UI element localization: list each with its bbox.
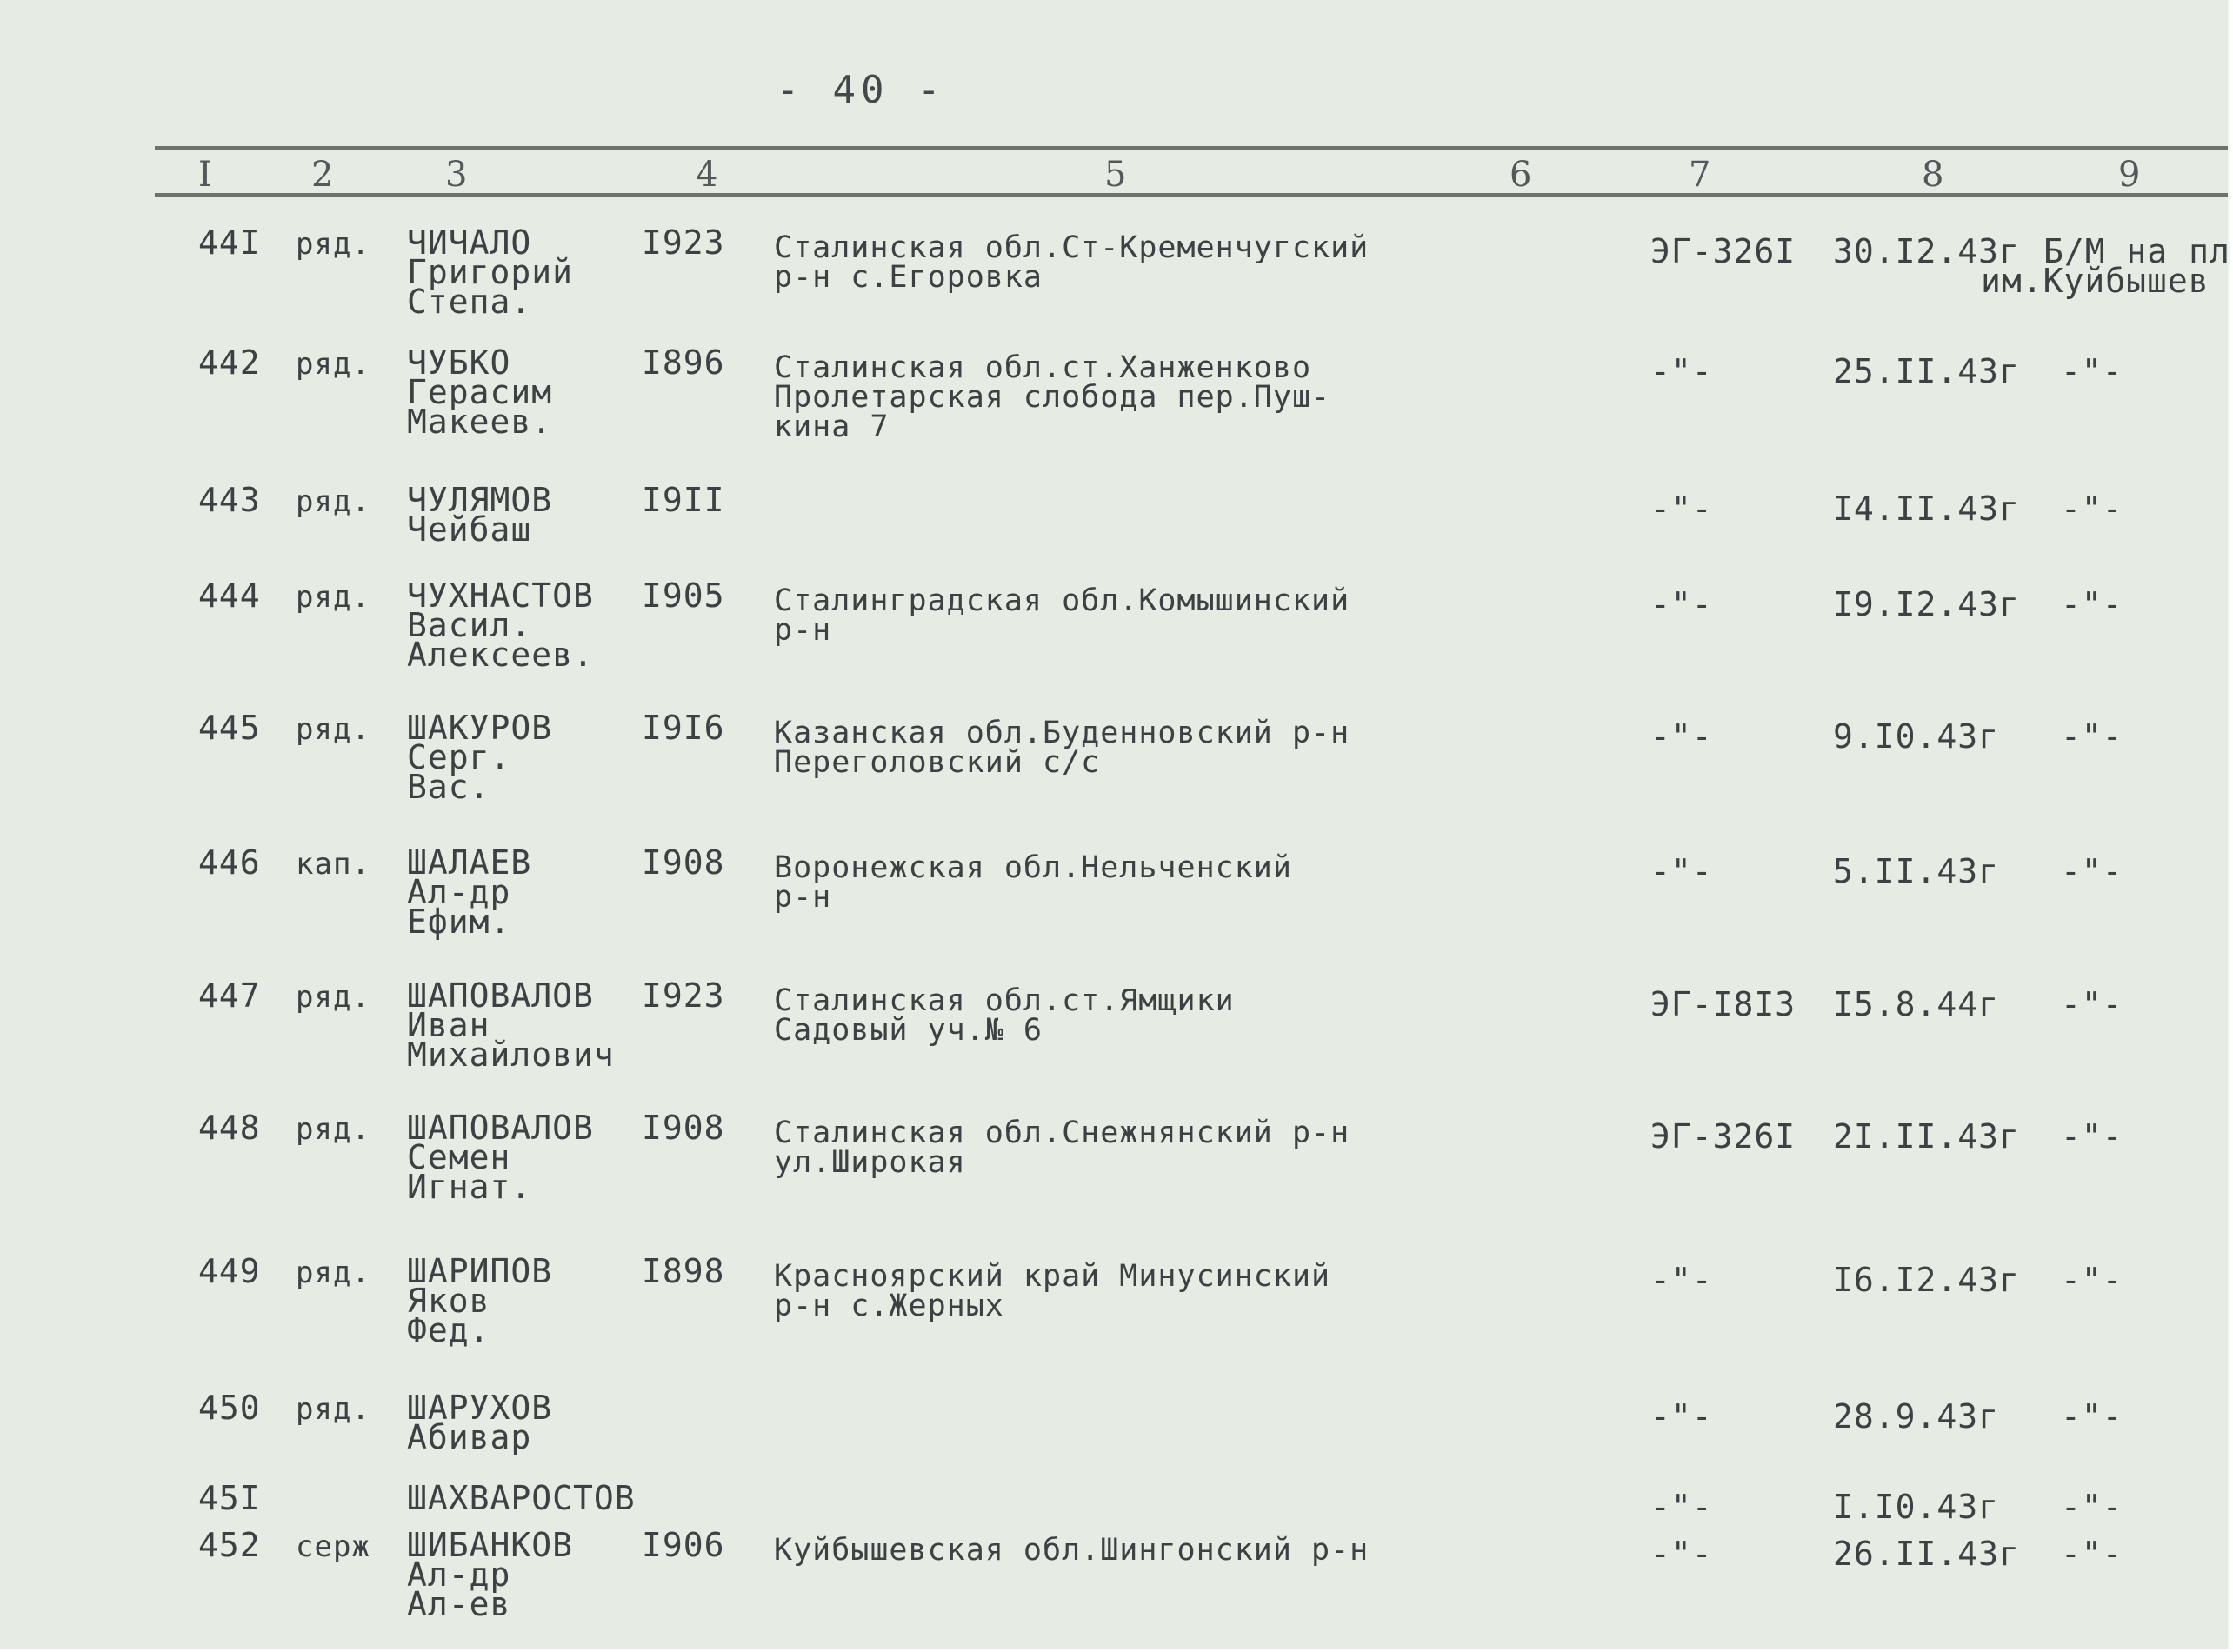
record-burial-place [2061, 1488, 2123, 1526]
record-document: -"- [1650, 352, 1713, 390]
record-date: 28.9.43г [1833, 1397, 2000, 1436]
record-name-line: Ал-др [407, 873, 511, 911]
record-place-line: -"- [2061, 985, 2123, 1023]
record-place-line: -"- [2061, 490, 2123, 528]
record-rank: серж [296, 1529, 370, 1564]
record-date: 5.II.43г [1833, 852, 2000, 890]
record-name-line: ШАПОВАЛОВ [407, 976, 594, 1015]
record-name-line: ШАКУРОВ [407, 709, 553, 747]
record-place-line: -"- [2061, 352, 2123, 390]
record-date: 25.II.43г [1833, 352, 2020, 390]
record-burial-place [2061, 1261, 2123, 1299]
record-name-line: Семен [407, 1138, 511, 1176]
record-name-line: Алексеев. [407, 636, 594, 674]
record-name-line: Фед. [407, 1311, 490, 1349]
record-address [774, 716, 1350, 780]
record-place-line: -"- [2061, 1397, 2123, 1436]
record-birth-year: I908 [642, 1109, 725, 1147]
record-name-line: Михайлович [407, 1036, 615, 1074]
record-burial-place [2061, 1117, 2123, 1156]
record-name [407, 1252, 553, 1349]
record-name-line: Григорий [407, 253, 574, 291]
record-name [407, 843, 532, 941]
record-burial-place [2061, 352, 2123, 390]
record-address-line: Сталинская обл.Ст-Кременчугский [774, 230, 1370, 265]
record-place-line: -"- [2061, 717, 2123, 756]
record-place-line: -"- [2061, 585, 2123, 623]
record-name-line: Васил. [407, 606, 532, 644]
record-number: 450 [198, 1389, 261, 1427]
record-name [407, 481, 553, 549]
record-burial-place [2061, 490, 2123, 528]
record-name-line: Степа. [407, 283, 532, 321]
record-name-line: Ал-др [407, 1555, 511, 1594]
record-number: 447 [198, 976, 261, 1015]
record-rank: ряд. [296, 580, 370, 615]
record-document: ЭГ-I8I3 [1650, 985, 1796, 1023]
record-birth-year: I9I6 [642, 709, 725, 747]
record-document: -"- [1650, 490, 1713, 528]
record-burial-place [2061, 585, 2123, 623]
record-address [774, 983, 1235, 1048]
record-name-line: ШАЛАЕВ [407, 843, 532, 882]
column-header-1: I [198, 155, 212, 195]
record-name [407, 1389, 553, 1456]
record-rank: ряд. [296, 484, 370, 519]
record-burial-place [2061, 1535, 2123, 1573]
record-address-line: Куйбышевская обл.Шингонский р-н [774, 1533, 1370, 1568]
record-place-line: Б/М на пл [2043, 232, 2230, 270]
record-birth-year: I906 [642, 1526, 725, 1564]
page-number: - 40 - [776, 68, 946, 112]
record-address-line: кина 7 [774, 410, 890, 444]
record-document: -"- [1650, 1488, 1713, 1526]
record-name-line: ЧУБКО [407, 343, 511, 382]
record-rank: ряд. [296, 347, 370, 382]
record-number: 443 [198, 481, 261, 519]
record-document: -"- [1650, 585, 1713, 623]
record-burial-place [1981, 232, 2230, 300]
record-burial-place [2061, 717, 2123, 756]
record-date: 2I.II.43г [1833, 1117, 2020, 1156]
record-address-line: Красноярский край Минусинский [774, 1259, 1331, 1294]
record-document: -"- [1650, 852, 1713, 890]
record-address-line: Воронежская обл.Нельченский [774, 850, 1292, 885]
record-address [774, 1533, 1370, 1568]
record-name-line: Чейбаш [407, 510, 532, 549]
record-birth-year: I905 [642, 576, 725, 615]
record-burial-place [2061, 985, 2123, 1023]
record-date: I4.II.43г [1833, 490, 2020, 528]
record-name-line: Серг. [407, 738, 511, 776]
record-name [407, 1109, 594, 1206]
record-address-line: ул.Широкая [774, 1145, 966, 1180]
record-date: 30.I2.43г [1833, 232, 2020, 270]
record-number: 442 [198, 343, 261, 382]
record-document: ЭГ-326I [1650, 232, 1796, 270]
record-rank: кап. [296, 847, 370, 882]
record-address-line: Пролетарская слобода пер.Пуш- [774, 380, 1331, 415]
record-number: 445 [198, 709, 261, 747]
record-document: -"- [1650, 717, 1713, 756]
record-birth-year: I923 [642, 976, 725, 1015]
record-rank: ряд. [296, 712, 370, 747]
record-name [407, 976, 615, 1074]
record-date: 9.I0.43г [1833, 717, 2000, 756]
record-rank: ряд. [296, 980, 370, 1015]
record-place-line: -"- [2061, 1535, 2123, 1573]
column-header-2: 2 [311, 155, 334, 195]
column-header-4: 4 [696, 155, 718, 195]
record-name-line: Абивар [407, 1418, 532, 1456]
record-birth-year: I923 [642, 223, 725, 262]
column-header-3: 3 [445, 155, 468, 195]
record-date: I.I0.43г [1833, 1488, 2000, 1526]
record-address-line: р-н [774, 613, 832, 648]
record-name-line: ЧУХНАСТОВ [407, 576, 594, 615]
record-date: I6.I2.43г [1833, 1261, 2020, 1299]
record-name [407, 1479, 636, 1517]
record-document: ЭГ-326I [1650, 1117, 1796, 1156]
record-document: -"- [1650, 1261, 1713, 1299]
record-date: I9.I2.43г [1833, 585, 2020, 623]
record-name-line: Иван [407, 1006, 490, 1044]
record-name-line: Яков [407, 1282, 490, 1320]
record-address [774, 850, 1292, 915]
record-name-line: ЧИЧАЛО [407, 223, 532, 262]
record-address-line: р-н с.Жерных [774, 1289, 1004, 1323]
record-address [774, 583, 1350, 648]
record-name [407, 1526, 574, 1623]
record-address-line: р-н [774, 880, 832, 915]
record-document: -"- [1650, 1535, 1713, 1573]
record-date: 26.II.43г [1833, 1535, 2020, 1573]
record-birth-year: I896 [642, 343, 725, 382]
record-name-line: Игнат. [407, 1168, 532, 1206]
column-header-8: 8 [1922, 155, 1944, 195]
record-name-line: Вас. [407, 768, 490, 806]
record-number: 446 [198, 843, 261, 882]
record-name [407, 223, 574, 321]
record-rank: ряд. [296, 1256, 370, 1290]
record-birth-year: I908 [642, 843, 725, 882]
record-name-line: ШАПОВАЛОВ [407, 1109, 594, 1147]
record-address-line: Казанская обл.Буденновский р-н [774, 716, 1350, 750]
table-top-rule [155, 146, 2228, 150]
record-address [774, 1259, 1331, 1323]
record-address-line: Сталинская обл.ст.Ханженково [774, 350, 1312, 385]
record-name [407, 709, 553, 806]
record-document: -"- [1650, 1397, 1713, 1436]
record-name-line: Ефим. [407, 903, 511, 941]
record-name-line: ШАРИПОВ [407, 1252, 553, 1290]
record-number: 452 [198, 1526, 261, 1564]
record-number: 45I [198, 1479, 261, 1517]
record-date: I5.8.44г [1833, 985, 2000, 1023]
record-rank: ряд. [296, 227, 370, 262]
record-birth-year: I9II [642, 481, 725, 519]
column-header-7: 7 [1689, 155, 1711, 195]
record-name-line: Ал-ев [407, 1585, 511, 1623]
record-address-line: р-н с.Егоровка [774, 260, 1043, 295]
record-address-line: Сталинградская обл.Комышинский [774, 583, 1350, 618]
record-name [407, 576, 594, 674]
record-address [774, 230, 1370, 295]
record-name-line: ШИБАНКОВ [407, 1526, 574, 1564]
record-name-line: Герасим [407, 373, 553, 411]
record-number: 448 [198, 1109, 261, 1147]
record-address [774, 1116, 1350, 1180]
record-name [407, 343, 553, 441]
record-rank: ряд. [296, 1112, 370, 1147]
column-header-5: 5 [1104, 155, 1127, 195]
column-header-9: 9 [2118, 155, 2141, 195]
record-burial-place [2061, 1397, 2123, 1436]
record-burial-place [2061, 852, 2123, 890]
record-number: 44I [198, 223, 261, 262]
record-address-line: Переголовский с/с [774, 745, 1101, 780]
record-place-line: им.Куйбышев [1981, 262, 2210, 300]
record-place-line: -"- [2061, 852, 2123, 890]
record-address-line: Сталинская обл.Снежнянский р-н [774, 1116, 1350, 1150]
record-place-line: -"- [2061, 1261, 2123, 1299]
record-number: 444 [198, 576, 261, 615]
column-header-6: 6 [1510, 155, 1532, 195]
record-place-line: -"- [2061, 1488, 2123, 1526]
record-name-line: Макеев. [407, 403, 553, 441]
record-number: 449 [198, 1252, 261, 1290]
record-place-line: -"- [2061, 1117, 2123, 1156]
record-address-line: Сталинская обл.ст.Ямщики [774, 983, 1235, 1018]
record-name-line: ШАРУХОВ [407, 1389, 553, 1427]
record-name-line: ШАХВАРОСТОВ [407, 1479, 636, 1517]
record-birth-year: I898 [642, 1252, 725, 1290]
record-rank: ряд. [296, 1392, 370, 1427]
record-address-line: Садовый уч.№ 6 [774, 1013, 1043, 1048]
record-name-line: ЧУЛЯМОВ [407, 481, 553, 519]
record-address [774, 350, 1331, 444]
